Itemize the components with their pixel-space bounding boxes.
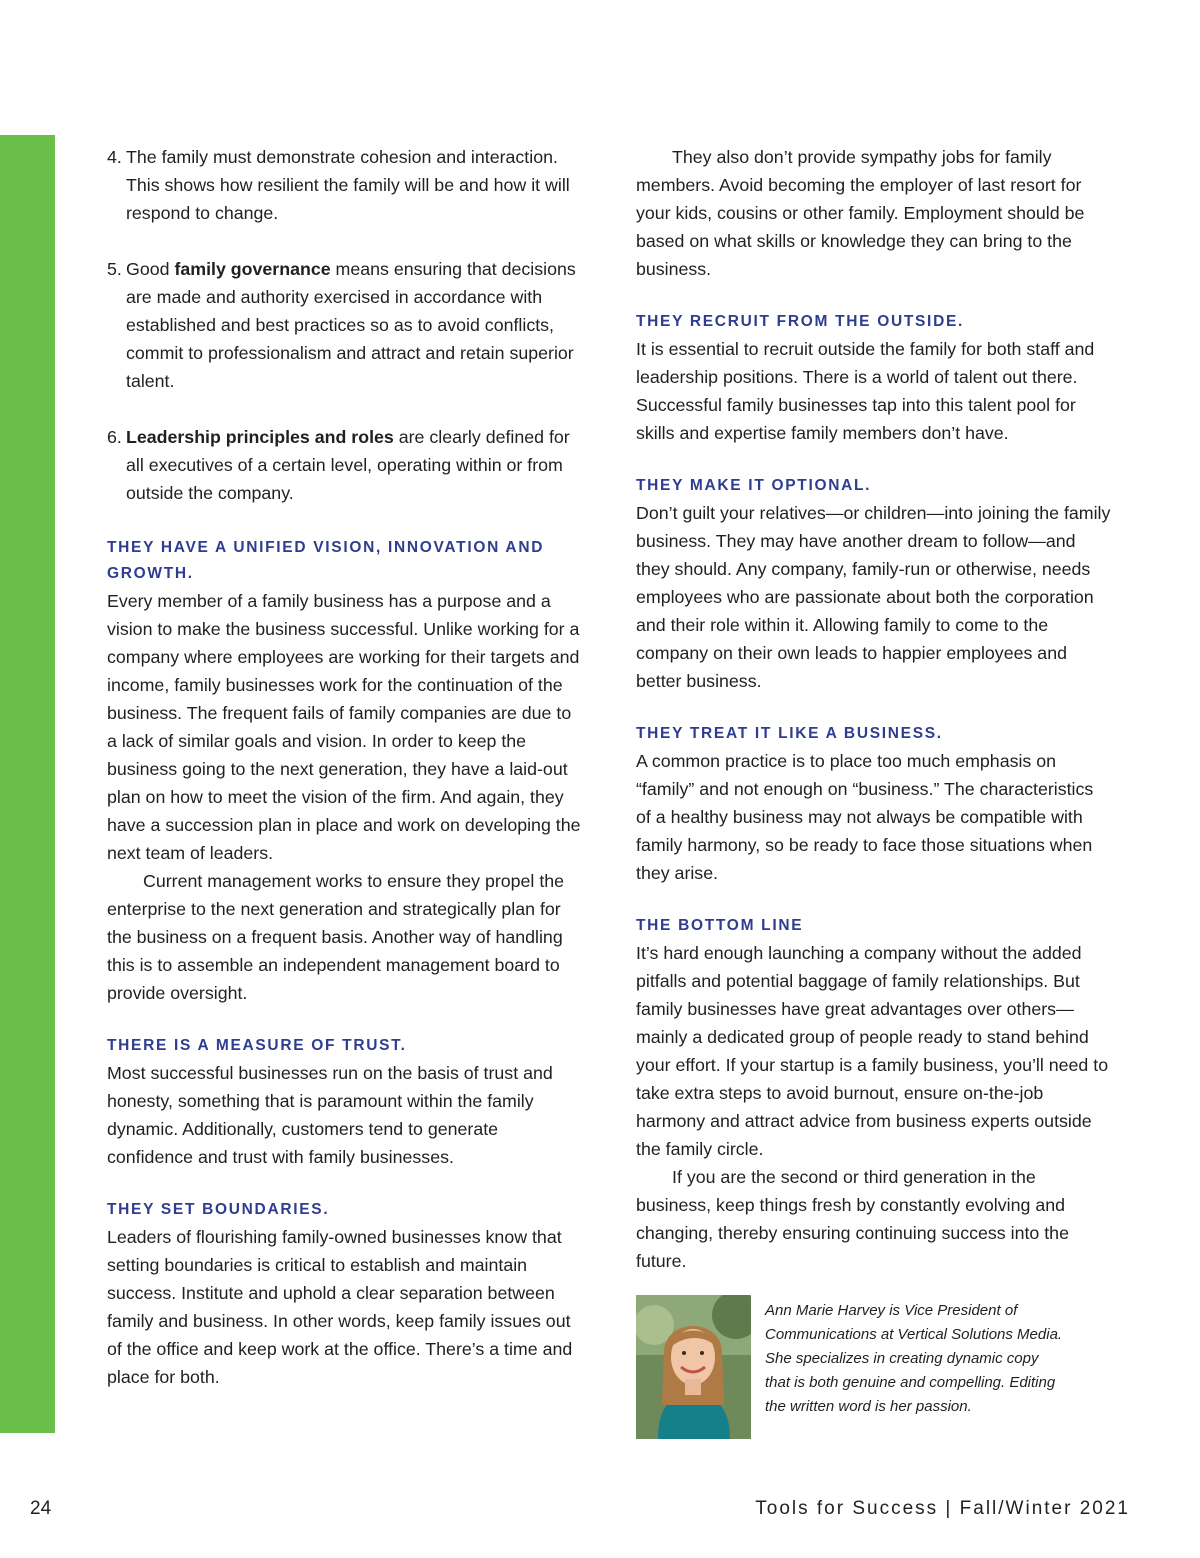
section-heading: THEY MAKE IT OPTIONAL.: [636, 477, 872, 494]
section-optional: [636, 473, 1112, 695]
right-column: [636, 143, 1112, 1441]
bio-text: Ann Marie Harvey is Vice President of Communications at Vertical Solutions Media. She specializes in creating dynamic copy that is both genuine and compelling. Editing the written word is her passion.: [765, 1302, 1063, 1415]
list-item-6: [107, 423, 585, 507]
author-photo: [636, 1295, 751, 1439]
section-bottom-line: [636, 913, 1112, 1275]
section-trust: [107, 1033, 585, 1171]
paragraph: Most successful businesses run on the basis of trust and honesty, something that is paramount within the family dynamic. Additionally, customers tend to generate confidence and trust with family businesses.: [107, 1063, 553, 1167]
section-heading: THEY HAVE A UNIFIED VISION, INNOVATION AND GROWTH.: [107, 539, 545, 582]
list-text-post: means ensuring that decisions are made and authority exercised in accordance with established and best practices so as to avoid conflicts, commit to professionalism and attract and retain superior talent.: [126, 259, 576, 391]
list-item-4: [107, 143, 585, 227]
list-text-bold: family governance: [174, 259, 331, 279]
section-unified-vision: [107, 535, 585, 1007]
paragraph: It is essential to recruit outside the family for both staff and leadership positions. There is a world of talent out there. Successful family businesses tap into this talent pool for skills and expertise family members don’t have.: [636, 339, 1095, 443]
paragraph: It’s hard enough launching a company without the added pitfalls and potential baggage of family relationships. But family businesses have great advantages over others—mainly a dedicated group of people ready to stand behind your effort. If your startup is a family business, you’ll need to take extra steps to avoid burnout, ensure on-the-job harmony and attract advice from business experts outside the family circle.: [636, 943, 1109, 1159]
paragraph: A common practice is to place too much emphasis on “family” and not enough on “business.” The characteristics of a healthy business may not always be compatible with family harmony, so be ready to face those situations when they arise.: [636, 751, 1094, 883]
section-recruit: [636, 309, 1112, 447]
publication-title: Tools for Success | Fall/Winter 2021: [755, 1498, 1130, 1519]
list-text-post: are clearly defined for all executives of a certain level, operating within or from outside the company.: [126, 427, 570, 503]
list-text: The family must demonstrate cohesion and interaction. This shows how resilient the family will be and how it will respond to change.: [126, 147, 570, 223]
section-heading: THERE IS A MEASURE OF TRUST.: [107, 1037, 407, 1054]
paragraph: Leaders of flourishing family-owned businesses know that setting boundaries is critical to establish and maintain success. Institute and uphold a clear separation between family and business. In other words, keep family issues out of the office and keep work at the office. There’s a time and place for both.: [107, 1227, 573, 1387]
list-number: 4.: [107, 147, 122, 167]
left-column: [107, 143, 585, 1391]
section-treat-business: [636, 721, 1112, 887]
paragraph: If you are the second or third generation in the business, keep things fresh by constantly evolving and changing, thereby ensuring continuing success into the future.: [636, 1167, 1069, 1271]
list-item-5: [107, 255, 585, 395]
section-heading: THEY TREAT IT LIKE A BUSINESS.: [636, 725, 943, 742]
list-number: 5.: [107, 259, 122, 279]
paragraph: Don’t guilt your relatives—or children—into joining the family business. They may have another dream to follow—and they should. Any company, family-run or otherwise, needs employees who are passionate about both the corporation and their role within it. Allowing family to come to the company on their own leads to happier employees and better business.: [636, 503, 1111, 691]
green-side-bar: [0, 135, 55, 1433]
paragraph: Every member of a family business has a purpose and a vision to make the business successful. Unlike working for a company where employees are working for their targets and income, family businesses work for the continuation of the business. The frequent fails of family companies are due to a lack of similar goals and vision. In order to keep the business going to the next generation, they have a laid-out plan on how to meet the vision of the firm. And again, they have a succession plan in place and work on developing the next team of leaders.: [107, 591, 581, 863]
list-text-bold: Leadership principles and roles: [126, 427, 394, 447]
author-bio: [636, 1295, 1112, 1441]
intro-paragraph: They also don’t provide sympathy jobs for family members. Avoid becoming the employer of last resort for your kids, cousins or other family. Employment should be based on what skills or knowledge they can bring to the business.: [636, 147, 1085, 279]
list-number: 6.: [107, 427, 122, 447]
section-heading: THEY RECRUIT FROM THE OUTSIDE.: [636, 313, 965, 330]
section-heading: THEY SET BOUNDARIES.: [107, 1201, 330, 1218]
section-boundaries: [107, 1197, 585, 1391]
list-text-pre: Good: [126, 259, 175, 279]
paragraph: Current management works to ensure they propel the enterprise to the next generation and strategically plan for the business on a frequent basis. Another way of handling this is to assemble an independent management board to provide oversight.: [107, 871, 565, 1003]
page-number: 24: [30, 1498, 52, 1519]
section-heading: THE BOTTOM LINE: [636, 917, 804, 934]
